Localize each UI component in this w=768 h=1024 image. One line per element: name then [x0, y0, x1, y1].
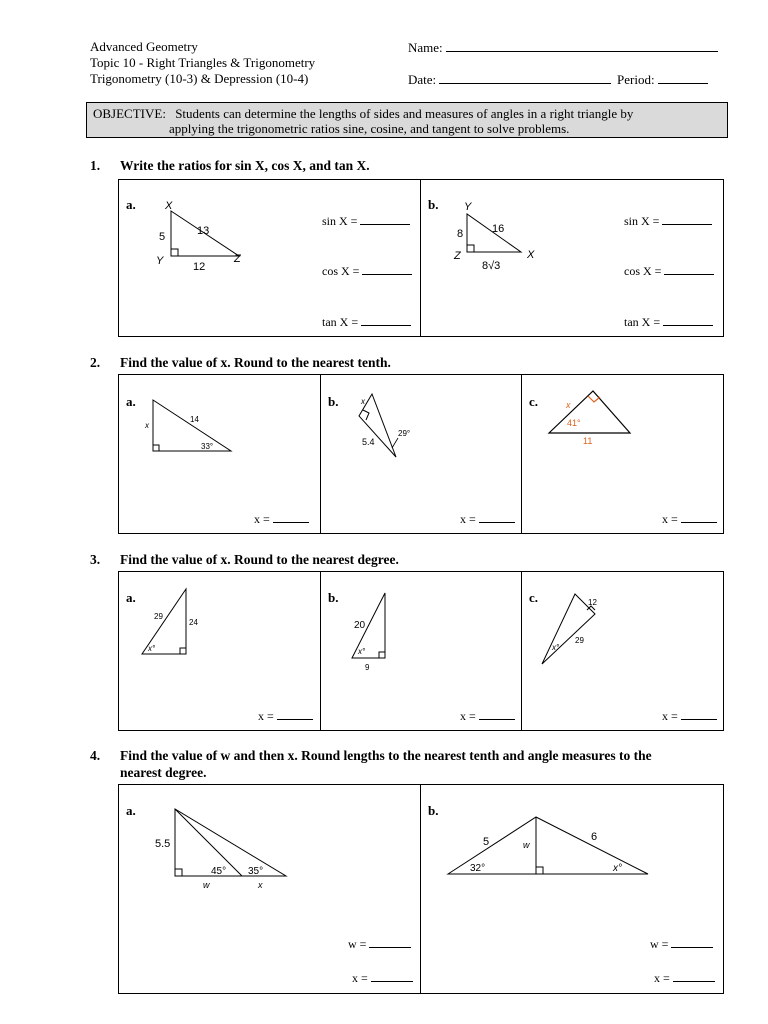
q4a-triangle-figure — [150, 800, 295, 892]
q3b-leg-9: 9 — [365, 663, 370, 672]
q2a-triangle-figure — [140, 392, 240, 456]
q2-divider-1 — [320, 374, 321, 534]
q1b-sin-label: sin X = — [624, 214, 663, 228]
q2-divider-2 — [521, 374, 522, 534]
q1-title — [90, 158, 370, 174]
q1b-vertex-z: Z — [454, 250, 461, 262]
q2b-answer[interactable] — [460, 512, 515, 527]
q3b-answer-label: x = — [460, 709, 479, 723]
q1a-vertex-x: X — [165, 200, 173, 212]
q3-divider-1 — [320, 571, 321, 731]
q2c-side-x: x — [566, 400, 571, 410]
q4b-triangle-figure — [444, 812, 654, 880]
q2c-answer[interactable] — [662, 512, 717, 527]
date-label: Date: — [408, 72, 437, 87]
q4b-side-6: 6 — [591, 831, 598, 843]
lesson-title: Trigonometry (10-3) & Depression (10-4) — [90, 71, 309, 86]
q3c-answer[interactable] — [662, 709, 717, 724]
q3a-hyp-29: 29 — [154, 612, 163, 621]
q4b-right-angle-mark — [536, 867, 543, 874]
q4a-answer-x[interactable] — [352, 971, 413, 986]
q1a-side-12: 12 — [193, 261, 206, 273]
q3b-right-angle-mark — [379, 652, 385, 658]
q3b-hyp-20: 20 — [354, 620, 366, 631]
period-blank[interactable] — [658, 71, 708, 84]
course-title: Advanced Geometry — [90, 39, 198, 54]
q1a-side-5: 5 — [159, 231, 166, 243]
q3-box — [118, 571, 724, 731]
q2b-hyp-54: 5.4 — [362, 437, 375, 447]
q2-number: 2. — [90, 355, 101, 370]
q4a-seg-x: x — [258, 880, 263, 890]
q2-title — [90, 355, 391, 371]
q1a-cos[interactable] — [322, 264, 412, 279]
q4a-leg-55: 5.5 — [155, 838, 171, 850]
q4-divider — [420, 784, 421, 994]
q1b-side-8root3: 8√3 — [482, 260, 501, 272]
q1b-sin-blank[interactable] — [662, 214, 712, 225]
q4a-seg-w: w — [203, 880, 210, 890]
q1b-tan[interactable] — [624, 315, 713, 330]
q4a-answer-w[interactable] — [348, 937, 411, 952]
name-label: Name: — [408, 40, 443, 55]
q1b-tan-blank[interactable] — [663, 315, 713, 326]
q4-number: 4. — [90, 748, 101, 763]
q2a-triangle — [153, 400, 231, 451]
q2b-angle-arc — [392, 438, 398, 448]
q2c-answer-blank[interactable] — [681, 512, 717, 523]
objective-line2: applying the trigonometric ratios sine, cosine, and tangent to solve problems. — [169, 121, 570, 136]
q1a-tan-label: tan X = — [322, 315, 362, 329]
q1a-sin[interactable] — [322, 214, 410, 229]
q4a-x-blank[interactable] — [371, 971, 413, 982]
q1a-tan[interactable] — [322, 315, 411, 330]
q2b-label: b. — [328, 394, 339, 409]
q1a-vertex-z: Z — [234, 253, 241, 265]
q1a-sin-label: sin X = — [322, 214, 361, 228]
q1a-sin-blank[interactable] — [360, 214, 410, 225]
q3a-answer[interactable] — [258, 709, 313, 724]
topic-title: Topic 10 - Right Triangles & Trigonometry — [90, 55, 316, 70]
q2b-side-x: x — [361, 397, 365, 406]
q1b-tan-label: tan X = — [624, 315, 664, 329]
q2a-angle-33: 33° — [201, 442, 214, 451]
q4a-w-blank[interactable] — [369, 937, 411, 948]
q2b-angle-29: 29° — [398, 429, 411, 438]
period-field[interactable] — [617, 71, 708, 88]
q1-divider — [420, 179, 421, 337]
q3b-answer-blank[interactable] — [479, 709, 515, 720]
q2b-right-angle-mark — [363, 410, 369, 420]
q1b-side-16: 16 — [492, 223, 505, 235]
q4a-w-label: w = — [348, 937, 370, 951]
q3c-hyp-29: 29 — [575, 636, 584, 645]
q3b-triangle-figure — [348, 588, 398, 674]
q2a-answer[interactable] — [254, 512, 309, 527]
objective-line1: Students can determine the lengths of sides and measures of angles in a right triangle by — [175, 106, 634, 121]
q4b-answer-w[interactable] — [650, 937, 713, 952]
q4b-w-blank[interactable] — [671, 937, 713, 948]
q3b-answer[interactable] — [460, 709, 515, 724]
q3a-answer-blank[interactable] — [277, 709, 313, 720]
q4a-right-angle-mark — [175, 869, 182, 876]
q4a-inner-segment — [175, 809, 242, 876]
name-blank[interactable] — [446, 39, 718, 52]
q1b-vertex-x: X — [527, 249, 535, 261]
q1a-cos-blank[interactable] — [362, 264, 412, 275]
q2c-label: c. — [529, 394, 539, 409]
q3b-label: b. — [328, 590, 339, 605]
q1b-vertex-y: Y — [464, 201, 472, 213]
q4b-label: b. — [428, 803, 439, 818]
q1b-cos-label: cos X = — [624, 264, 665, 278]
q4b-x-blank[interactable] — [673, 971, 715, 982]
q3c-answer-label: x = — [662, 709, 681, 723]
q4b-w-label: w = — [650, 937, 672, 951]
q1a-triangle-figure — [150, 192, 250, 274]
period-label: Period: — [617, 72, 655, 87]
q3a-angle-x: x° — [148, 644, 156, 653]
q3-divider-2 — [521, 571, 522, 731]
q1b-triangle-figure — [448, 194, 548, 276]
q4b-x-label: x = — [654, 971, 673, 985]
date-field[interactable] — [408, 71, 611, 88]
q2-text: Find the value of x. Round to the nearest tenth. — [120, 355, 391, 370]
q4-title-line2: nearest degree. — [120, 765, 207, 780]
q1-number: 1. — [90, 158, 101, 173]
q2a-hyp-14: 14 — [190, 415, 199, 424]
q3c-label: c. — [529, 590, 539, 605]
q4a-angle-35: 35° — [248, 866, 264, 877]
q4-title — [90, 748, 652, 764]
q2b-triangle-figure — [352, 390, 422, 462]
q3-text: Find the value of x. Round to the nearest degree. — [120, 552, 399, 567]
q4b-side-5: 5 — [483, 836, 490, 848]
q1a-side-13: 13 — [197, 225, 210, 237]
q1b-sin[interactable] — [624, 214, 712, 229]
q1b-right-angle-mark — [467, 245, 474, 252]
q3c-angle-x: x° — [552, 643, 560, 652]
q3c-answer-blank[interactable] — [681, 709, 717, 720]
q4b-altitude-w: w — [523, 840, 530, 850]
q1a-vertex-y: Y — [156, 255, 164, 267]
q2a-right-angle-mark — [153, 445, 159, 451]
q3-number: 3. — [90, 552, 101, 567]
q3-title — [90, 552, 399, 568]
q3a-right-angle-mark — [180, 648, 186, 654]
q2a-side-x: x — [145, 421, 149, 430]
objective-label: OBJECTIVE: — [93, 106, 166, 121]
q2c-base-11: 11 — [583, 436, 593, 446]
q1b-cos-blank[interactable] — [664, 264, 714, 275]
objective-box — [86, 102, 728, 138]
q2b-answer-label: x = — [460, 512, 479, 526]
q1b-side-8: 8 — [457, 228, 464, 240]
q3c-leg-12: 12 — [588, 598, 597, 607]
q4a-outer-triangle — [175, 809, 286, 876]
q1a-right-angle-mark — [171, 249, 178, 256]
q2a-answer-label: x = — [254, 512, 273, 526]
q1a-cos-label: cos X = — [322, 264, 363, 278]
q1b-cos[interactable] — [624, 264, 714, 279]
q2a-label: a. — [126, 394, 136, 409]
q4a-angle-45: 45° — [211, 866, 227, 877]
q2c-angle-41: 41° — [567, 418, 581, 428]
q4b-angle-32: 32° — [470, 863, 486, 874]
q4b-answer-x[interactable] — [654, 971, 715, 986]
q3a-leg-24: 24 — [189, 618, 198, 627]
q2a-answer-blank[interactable] — [273, 512, 309, 523]
q4-text-line1: Find the value of w and then x. Round lengths to the nearest tenth and angle measures to the — [120, 748, 652, 763]
q2c-answer-label: x = — [662, 512, 681, 526]
q4a-label: a. — [126, 803, 136, 818]
q4a-x-label: x = — [352, 971, 371, 985]
q1a-tan-blank[interactable] — [361, 315, 411, 326]
q2c-triangle-figure — [546, 386, 636, 448]
date-blank[interactable] — [439, 71, 611, 84]
q3a-label: a. — [126, 590, 136, 605]
q4b-angle-x: x° — [613, 863, 622, 874]
q2b-answer-blank[interactable] — [479, 512, 515, 523]
q1b-label: b. — [428, 197, 439, 212]
q3b-angle-x: x° — [358, 647, 366, 656]
name-field[interactable] — [408, 39, 718, 56]
q3c-triangle-figure — [538, 590, 608, 668]
q3a-triangle-figure — [138, 586, 208, 660]
q1a-label: a. — [126, 197, 136, 212]
q3a-answer-label: x = — [258, 709, 277, 723]
q1-text: Write the ratios for sin X, cos X, and tan X. — [120, 158, 370, 173]
